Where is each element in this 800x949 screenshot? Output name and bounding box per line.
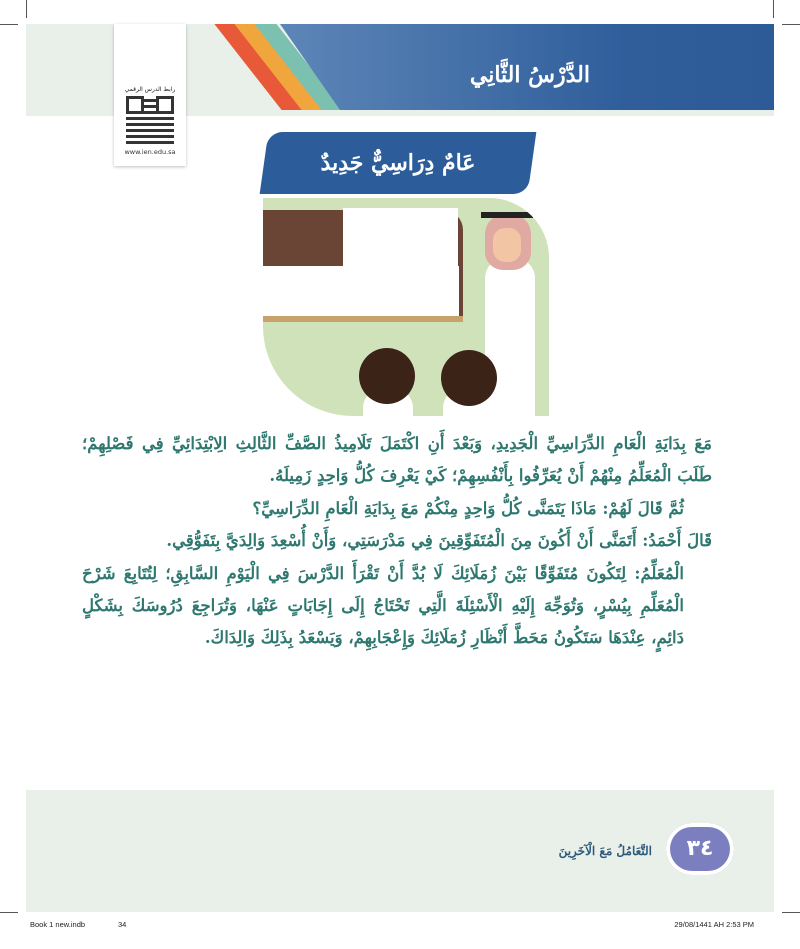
unit-title: التَّعَامُلُ مَعَ الْآخَرِينَ [558, 844, 652, 858]
paragraph: مَعَ بِدَايَةِ الْعَامِ الدِّرَاسِيِّ الْجَدِيدِ، وَبَعْدَ أَنِ اكْتَمَلَ تَلَامِيذُ الصَّفِّ الثَّالِثِ الِابْتِدَائِيِّ فِي فَصْلِهِمْ؛ طَلَبَ الْمُعَلِّمُ مِنْهُمْ أَنْ يُعَرِّفُوا بِأَنْفُسِهِمْ؛ كَيْ يَعْرِفَ كُلُّ وَاحِدٍ زَمِيلَهُ. [82, 434, 712, 486]
crop-mark [782, 24, 800, 25]
student-head [359, 348, 415, 404]
footer-band [26, 790, 774, 912]
qr-code-icon[interactable] [126, 96, 174, 144]
lesson-subtitle: عَامٌ دِرَاسِيٌّ جَدِيدٌ [320, 150, 476, 176]
crop-mark [26, 0, 27, 18]
teacher-agal [481, 212, 533, 218]
qr-label: رابط الدرس الرقمي [124, 86, 176, 93]
whiteboard-panel [343, 208, 458, 268]
teacher-face [493, 228, 521, 262]
crop-mark [773, 0, 774, 18]
crop-mark [0, 912, 18, 913]
qr-url[interactable]: www.ien.edu.sa [124, 148, 176, 156]
classroom-illustration [263, 198, 549, 416]
paragraph: قَالَ أَحْمَدُ: أَتَمَنَّى أَنْ أَكُونَ مِنَ الْمُتَفَوِّقِينَ فِي مَدْرَسَتِي، وَأَنْ أُسْعِدَ وَالِدَيَّ بِتَفَوُّقِي. [166, 531, 712, 551]
whiteboard-panel [263, 266, 459, 318]
paragraph: الْمُعَلِّمُ: لِتَكُونَ مُتَفَوِّقًا بَيْنَ زُمَلَائِكَ لَا بُدَّ أَنْ تَقْرَأَ الدَّرْسَ فِي الْيَوْمِ السَّابِقِ؛ لِتُتَابِعَ شَرْحَ الْمُعَلِّمِ بِيُسْرٍ، وَتُوَجِّهَ إِلَيْهِ الْأَسْئِلَةَ الَّتِي تَحْتَاجُ إِلَى إِجَابَاتٍ عَنْهَا، وَتُرَاجِعَ دُرُوسَكَ بِشَكْلٍ دَائِمٍ، عِنْدَهَا سَتَكُونُ مَحَطَّ أَنْظَارِ زُمَلَائِكَ وَإِعْجَابِهِمْ، وَيَسْعَدُ بِذَلِكَ وَالِدَاكَ. [82, 563, 684, 648]
crop-mark [782, 912, 800, 913]
crop-mark [0, 24, 18, 25]
page-number: ٣٤ [686, 836, 714, 861]
lesson-title: الدَّرْسُ الثَّانِي [469, 62, 590, 88]
board-rail [263, 316, 463, 322]
lesson-body [82, 428, 712, 655]
file-name: Book 1 new.indb [30, 920, 86, 929]
student-head [441, 350, 497, 406]
print-timestamp: 29/08/1441 AH 2:53 PM [674, 920, 754, 929]
paragraph: ثُمَّ قَالَ لَهُمْ: مَاذَا يَتَمَنَّى كُلُّ وَاحِدٍ مِنْكُمْ مَعَ بِدَايَةِ الْعَامِ الدِّرَاسِيِّ؟ [252, 498, 684, 518]
file-page: 34 [118, 920, 127, 929]
qr-card[interactable] [114, 24, 186, 166]
